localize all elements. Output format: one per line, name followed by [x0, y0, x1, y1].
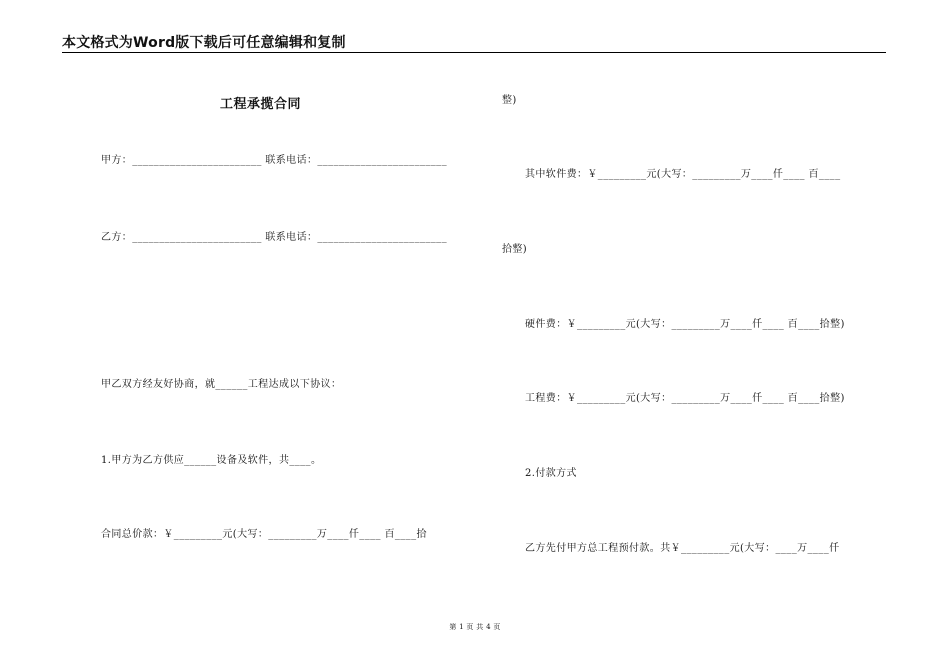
- total-price-line: 合同总价款：￥_________元(大写：_________万____仟____ 百____拾: [101, 529, 427, 540]
- software-fee-line: 其中软件费：￥_________元(大写：_________万____仟____ 百____: [525, 169, 841, 180]
- page-header: [62, 34, 886, 53]
- total-price-continuation: 整): [502, 95, 517, 106]
- page-footer: 第 1 页 共 4 页: [449, 623, 501, 631]
- hardware-fee-line: 硬件费：￥_________元(大写：_________万____仟____ 百____拾整): [525, 319, 845, 330]
- party-b-line: 乙方：________________________ 联系电话：________________________: [101, 232, 447, 243]
- document-title: 工程承揽合同: [220, 97, 302, 112]
- header-text: 本文格式为Word版下载后可任意编辑和复制: [62, 35, 346, 51]
- clause-1-supply: 1.甲方为乙方供应______设备及软件，共____。: [101, 455, 322, 466]
- prepayment-line: 乙方先付甲方总工程预付款。共￥_________元(大写：____万____仟: [525, 543, 840, 554]
- engineering-fee-line: 工程费：￥_________元(大写：_________万____仟____ 百____拾整): [525, 393, 845, 404]
- agreement-intro: 甲乙双方经友好协商，就______工程达成以下协议：: [101, 379, 342, 390]
- payment-method-heading: 2.付款方式: [525, 468, 577, 479]
- software-fee-continuation: 拾整): [502, 244, 528, 255]
- party-a-line: 甲方：________________________ 联系电话：________________________: [101, 155, 447, 166]
